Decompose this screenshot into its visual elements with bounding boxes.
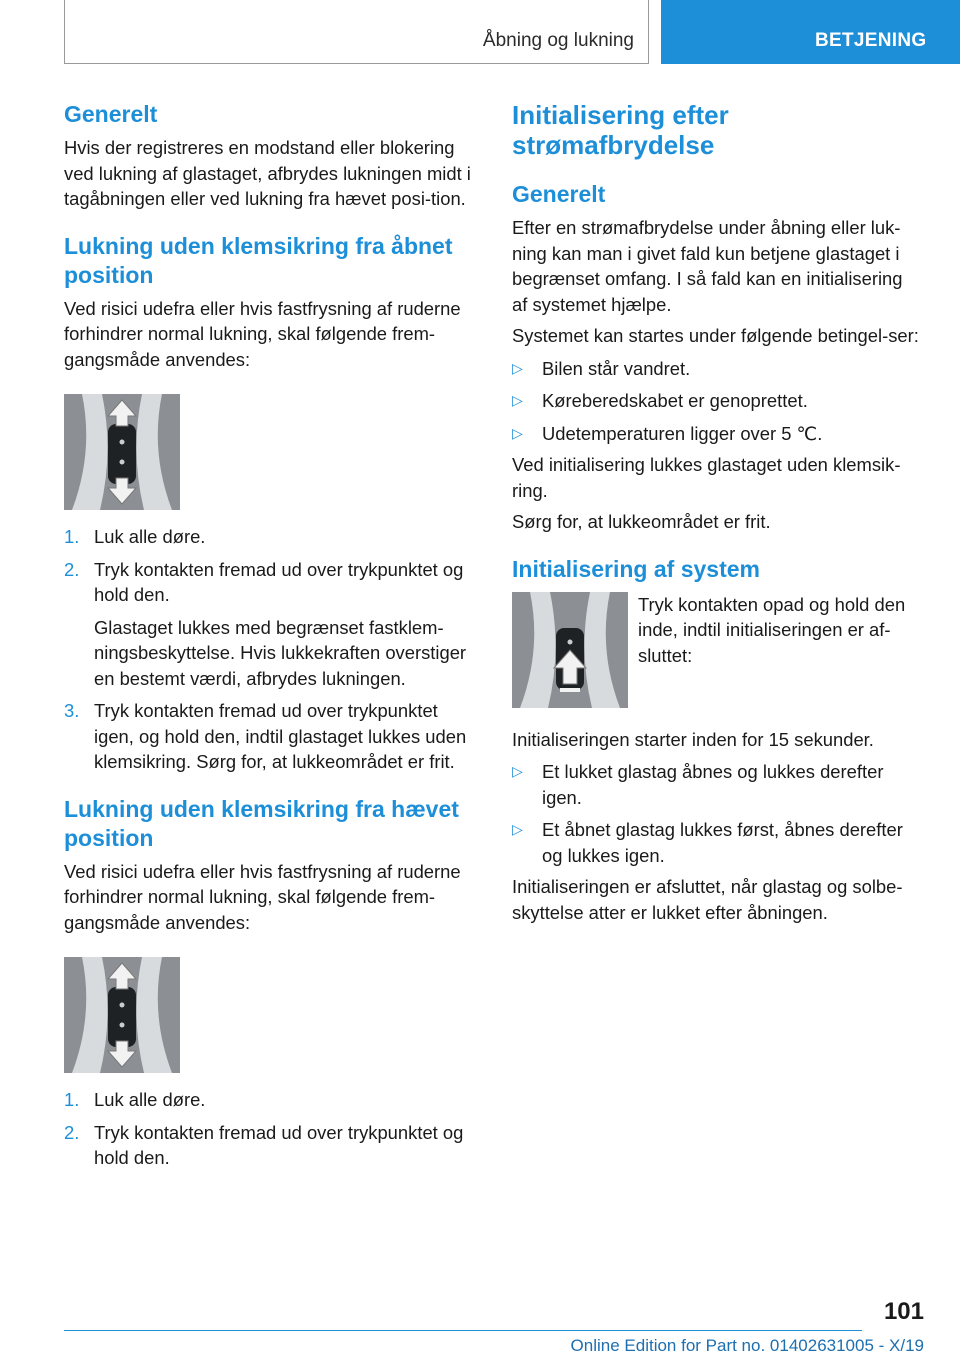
switch-up-icon: [512, 592, 628, 713]
outcomes-list: [512, 759, 922, 868]
start-text: Initialiseringen starter inden for 15 sekunder.: [512, 728, 874, 750]
header-frame: [64, 0, 649, 64]
step-number: 2.: [64, 558, 80, 580]
step-text: Tryk kontakten fremad ud over trykpunktet igen, og hold den, indtil glastaget lukkes uden klemsikring. Sørg for, at lukkeområdet er frit.: [94, 700, 467, 772]
list-item: [512, 388, 922, 414]
list-item: [64, 1087, 480, 1113]
step-text: Luk alle døre.: [94, 526, 206, 547]
bullet-triangle-icon: ▷: [512, 392, 523, 408]
outcome-text: Et lukket glastag åbnes og lukkes derefter igen.: [542, 761, 884, 808]
step-number: 1.: [64, 1089, 80, 1110]
finished-text: Initialiseringen er afsluttet, når glastag og solbe-skyttelse atter er lukket efter åbningen.: [512, 876, 903, 923]
section1-heading: Lukning uden klemsikring fra åbnet position: [64, 232, 453, 288]
switch-forward-back-icon: [64, 394, 480, 510]
edition-text: Online Edition for Part no. 01402631005 - X/19: [570, 1336, 924, 1355]
init-block: [512, 592, 922, 717]
list-item: [512, 421, 922, 447]
init-text: Tryk kontakten opad og hold den inde, indtil initialiseringen er af-sluttet:: [638, 593, 906, 666]
right-column: [512, 100, 922, 925]
section2-text: Ved risici udefra eller hvis fastfrysning af ruderne forhindrer normal lukning, skal følgende frem-gangsmåde anvendes:: [64, 860, 461, 933]
condition-text: Udetemperaturen ligger over 5 ℃.: [542, 422, 823, 444]
step-number: 2.: [64, 1121, 80, 1143]
clear-area-text: Sørg for, at lukkeområdet er frit.: [512, 511, 771, 532]
chapter-tab[interactable]: BETJENING: [661, 0, 960, 64]
list-item: [512, 356, 922, 382]
generelt-heading: Generelt: [512, 181, 606, 207]
generelt-text: Hvis der registreres en modstand eller blokering ved lukning af glastaget, afbrydes lukningen midt i tagåbningen eller ved lukning fra hævet posi-tion.: [64, 137, 471, 209]
section1-steps: [64, 524, 480, 775]
section-title: Åbning og lukning: [482, 30, 634, 51]
bullet-triangle-icon: ▷: [512, 359, 523, 376]
step-text: Tryk kontakten fremad ud over trykpunktet og hold den.: [94, 558, 464, 605]
condition-text: Bilen står vandret.: [542, 357, 691, 379]
left-column: [64, 100, 480, 1171]
footer-divider: [64, 1330, 862, 1331]
list-item: [512, 759, 922, 810]
section2-steps: [64, 1087, 480, 1171]
bullet-triangle-icon: ▷: [512, 424, 523, 441]
list-item: [64, 698, 480, 775]
generelt-text: Efter en strømafbrydelse under åbning eller luk-ning kan man i givet fald kun betjene glastaget i begrænset omfang. I så fald kan en initialisering af systemet hjælpe.: [512, 217, 903, 315]
list-item: [512, 817, 922, 868]
section2-heading: Lukning uden klemsikring fra hævet position: [64, 795, 459, 851]
section1-text: Ved risici udefra eller hvis fastfrysning af ruderne forhindrer normal lukning, skal følgende frem-gangsmåde anvendes:: [64, 297, 461, 370]
conditions-intro: Systemet kan startes under følgende betingel-ser:: [512, 325, 919, 346]
conditions-list: [512, 356, 922, 447]
step-number: 1.: [64, 526, 80, 547]
bullet-triangle-icon: ▷: [512, 763, 523, 779]
list-item: [64, 557, 480, 692]
step-note: Glastaget lukkes med begrænset fastklem-ningsbeskyttelse. Hvis lukkekraften overstiger en bestemt værdi, afbrydes lukningen.: [94, 616, 467, 689]
step-text: Tryk kontakten fremad ud over trykpunktet og hold den.: [94, 1121, 464, 1168]
step-text: Luk alle døre.: [94, 1089, 206, 1110]
generelt-heading: Generelt: [64, 101, 158, 127]
outcome-text: Et åbnet glastag lukkes først, åbnes derefter og lukkes igen.: [542, 819, 903, 866]
init-heading: Initialisering af system: [512, 555, 760, 582]
no-pinch-text: Ved initialisering lukkes glastaget uden klemsik-ring.: [512, 454, 901, 501]
page-number: 101: [883, 1298, 924, 1325]
list-item: [64, 524, 480, 550]
bullet-triangle-icon: ▷: [512, 821, 523, 837]
switch-forward-back-icon: [64, 957, 480, 1073]
main-heading: Initialisering efter strømafbrydelse: [512, 100, 729, 160]
condition-text: Køreberedskabet er genoprettet.: [542, 390, 808, 411]
step-number: 3.: [64, 700, 80, 721]
list-item: [64, 1120, 480, 1171]
